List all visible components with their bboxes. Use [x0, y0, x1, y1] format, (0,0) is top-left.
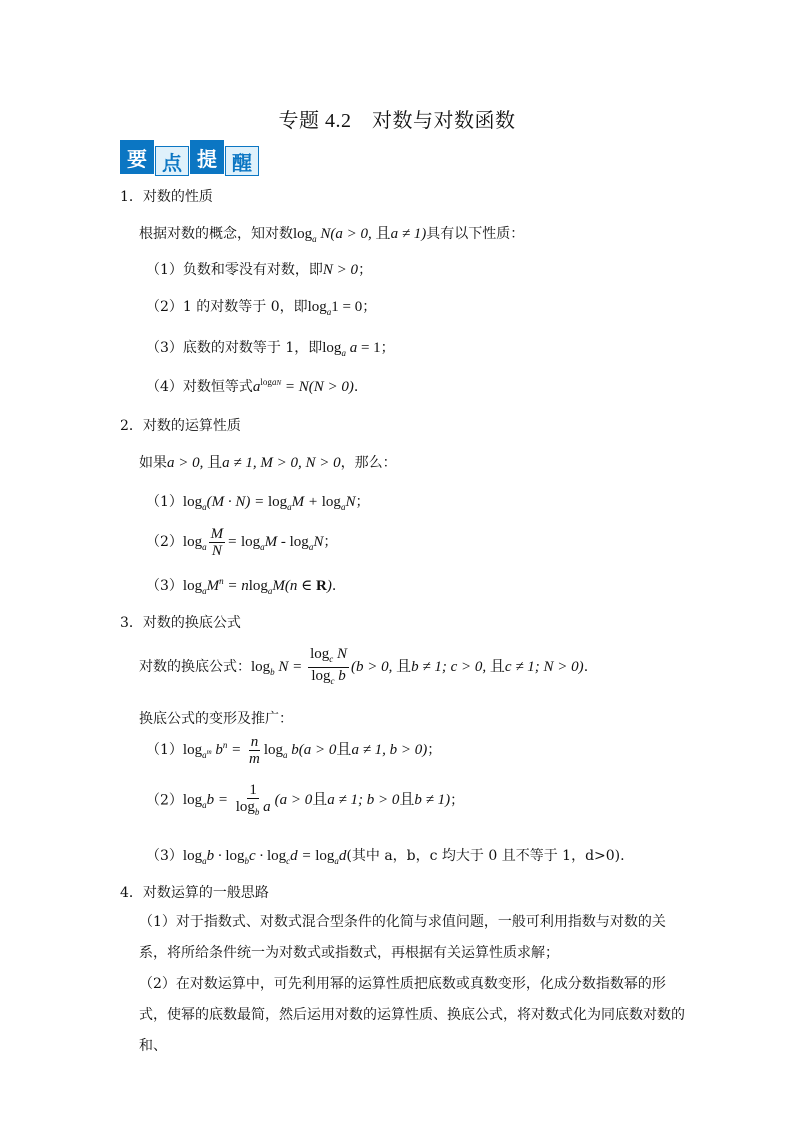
item-text: （3）	[146, 848, 183, 864]
item-text: （1）负数和零没有对数，即	[146, 262, 323, 278]
item-end: ；	[362, 299, 377, 315]
property-item	[146, 526, 337, 559]
formula-label: 对数的换底公式：	[139, 658, 251, 675]
intro-text: 根据对数的概念，知对数	[139, 226, 293, 242]
item-end: (其中 a，b，c 均大于 0 且不等于 1，d>0).	[346, 848, 625, 864]
item-end: .	[583, 658, 589, 675]
property-item	[146, 782, 464, 820]
change-of-base-formula	[139, 646, 588, 689]
section-heading: 1．对数的性质	[120, 189, 213, 205]
property-item	[146, 491, 369, 512]
section-intro	[139, 451, 397, 472]
item-end: ；	[355, 494, 370, 510]
item-math: $\log_ab \cdot \log_bc \cdot \log_cd = \log_ad$	[182, 848, 347, 866]
item-math: $\log_a1 = 0$	[307, 299, 363, 317]
item-math: N > 0	[322, 262, 359, 278]
intro-text: 具有以下性质：	[426, 226, 525, 242]
item-math: $a^{logaN} = N(N > 0)$	[252, 377, 354, 395]
paragraph: （1）对于指数式、对数式混合型条件的化简与求值问题，一般可利用指数与对数的关系，将所给条件统一为对数式或指数式，再根据有关运算性质求解；	[139, 914, 666, 961]
badge-char: 提	[190, 140, 224, 174]
property-item	[146, 259, 372, 279]
item-text: （2）1 的对数等于 0，即	[146, 299, 308, 315]
property-item	[146, 337, 395, 358]
section-intro	[139, 222, 524, 244]
item-math: $\log_aM^n = nlog_aM(n$ ∈ R)	[182, 576, 332, 596]
key-points-badge	[120, 140, 259, 174]
formula-math: $\log_b N$ = $\frac{\log_c N}{\log_c b}$ (b > 0, 且b ≠ 1; c > 0, 且c ≠ 1; N > 0)	[251, 646, 584, 686]
item-end: ；	[450, 792, 465, 809]
property-item	[146, 575, 336, 596]
item-end: ；	[323, 533, 338, 550]
item-text: （2）	[146, 792, 183, 809]
badge-char: 醒	[225, 146, 259, 176]
item-text: （1）	[146, 741, 183, 758]
badge-char: 点	[155, 146, 189, 176]
intro-math: a > 0, 且a ≠ 1, M > 0, N > 0	[167, 455, 341, 471]
item-end: ；	[427, 741, 442, 758]
item-math: $\log_a a = 1$	[322, 340, 381, 358]
property-item	[146, 376, 358, 396]
property-item	[146, 734, 441, 767]
item-end: .	[353, 379, 359, 395]
item-text: （4）对数恒等式	[146, 379, 253, 395]
item-text: （3）底数的对数等于 1，即	[146, 340, 323, 356]
item-math: $\log_a$ $\frac{M}{N}$ = $\log_aM - \log_aN$	[182, 526, 324, 559]
item-text: （1）	[146, 494, 183, 510]
section-heading: 4．对数运算的一般思路	[120, 885, 269, 901]
item-end: ；	[358, 262, 373, 278]
intro-math: $\log_a N(a > 0$, 且a ≠ 1)	[293, 226, 427, 244]
item-end: ；	[380, 340, 395, 356]
item-math: $\log_ab$ = $\frac{1}{\log_b a}$ (a > 0且a ≠ 1; b > 0且b ≠ 1)	[182, 782, 451, 817]
intro-text: ，那么：	[340, 455, 397, 471]
intro-text: 如果	[139, 455, 167, 471]
section-heading: 3．对数的换底公式	[120, 615, 241, 631]
sub-heading: 换底公式的变形及推广：	[139, 711, 293, 727]
property-item	[146, 296, 376, 317]
section-heading: 2．对数的运算性质	[120, 418, 241, 434]
item-end: .	[331, 578, 337, 594]
paragraph: （2）在对数运算中，可先利用幂的运算性质把底数或真数变形，化成分数指数幂的形式，使幂的底数最简，然后运用对数的运算性质、换底公式，将对数式化为同底数对数的和、	[139, 976, 685, 1054]
item-math: $\log_{a^m} b^n$ = $\frac{n}{m}$ $\log_a b(a > 0$且a ≠ 1, b > 0)	[182, 734, 428, 767]
badge-char: 要	[120, 140, 154, 174]
item-math: $\log_a(M \cdot N) = \log_aM + \log_aN$	[182, 494, 356, 512]
item-text: （2）	[146, 533, 183, 550]
page-title: 专题 4.2 对数与对数函数	[278, 110, 516, 132]
property-item	[146, 845, 625, 866]
item-text: （3）	[146, 578, 183, 594]
